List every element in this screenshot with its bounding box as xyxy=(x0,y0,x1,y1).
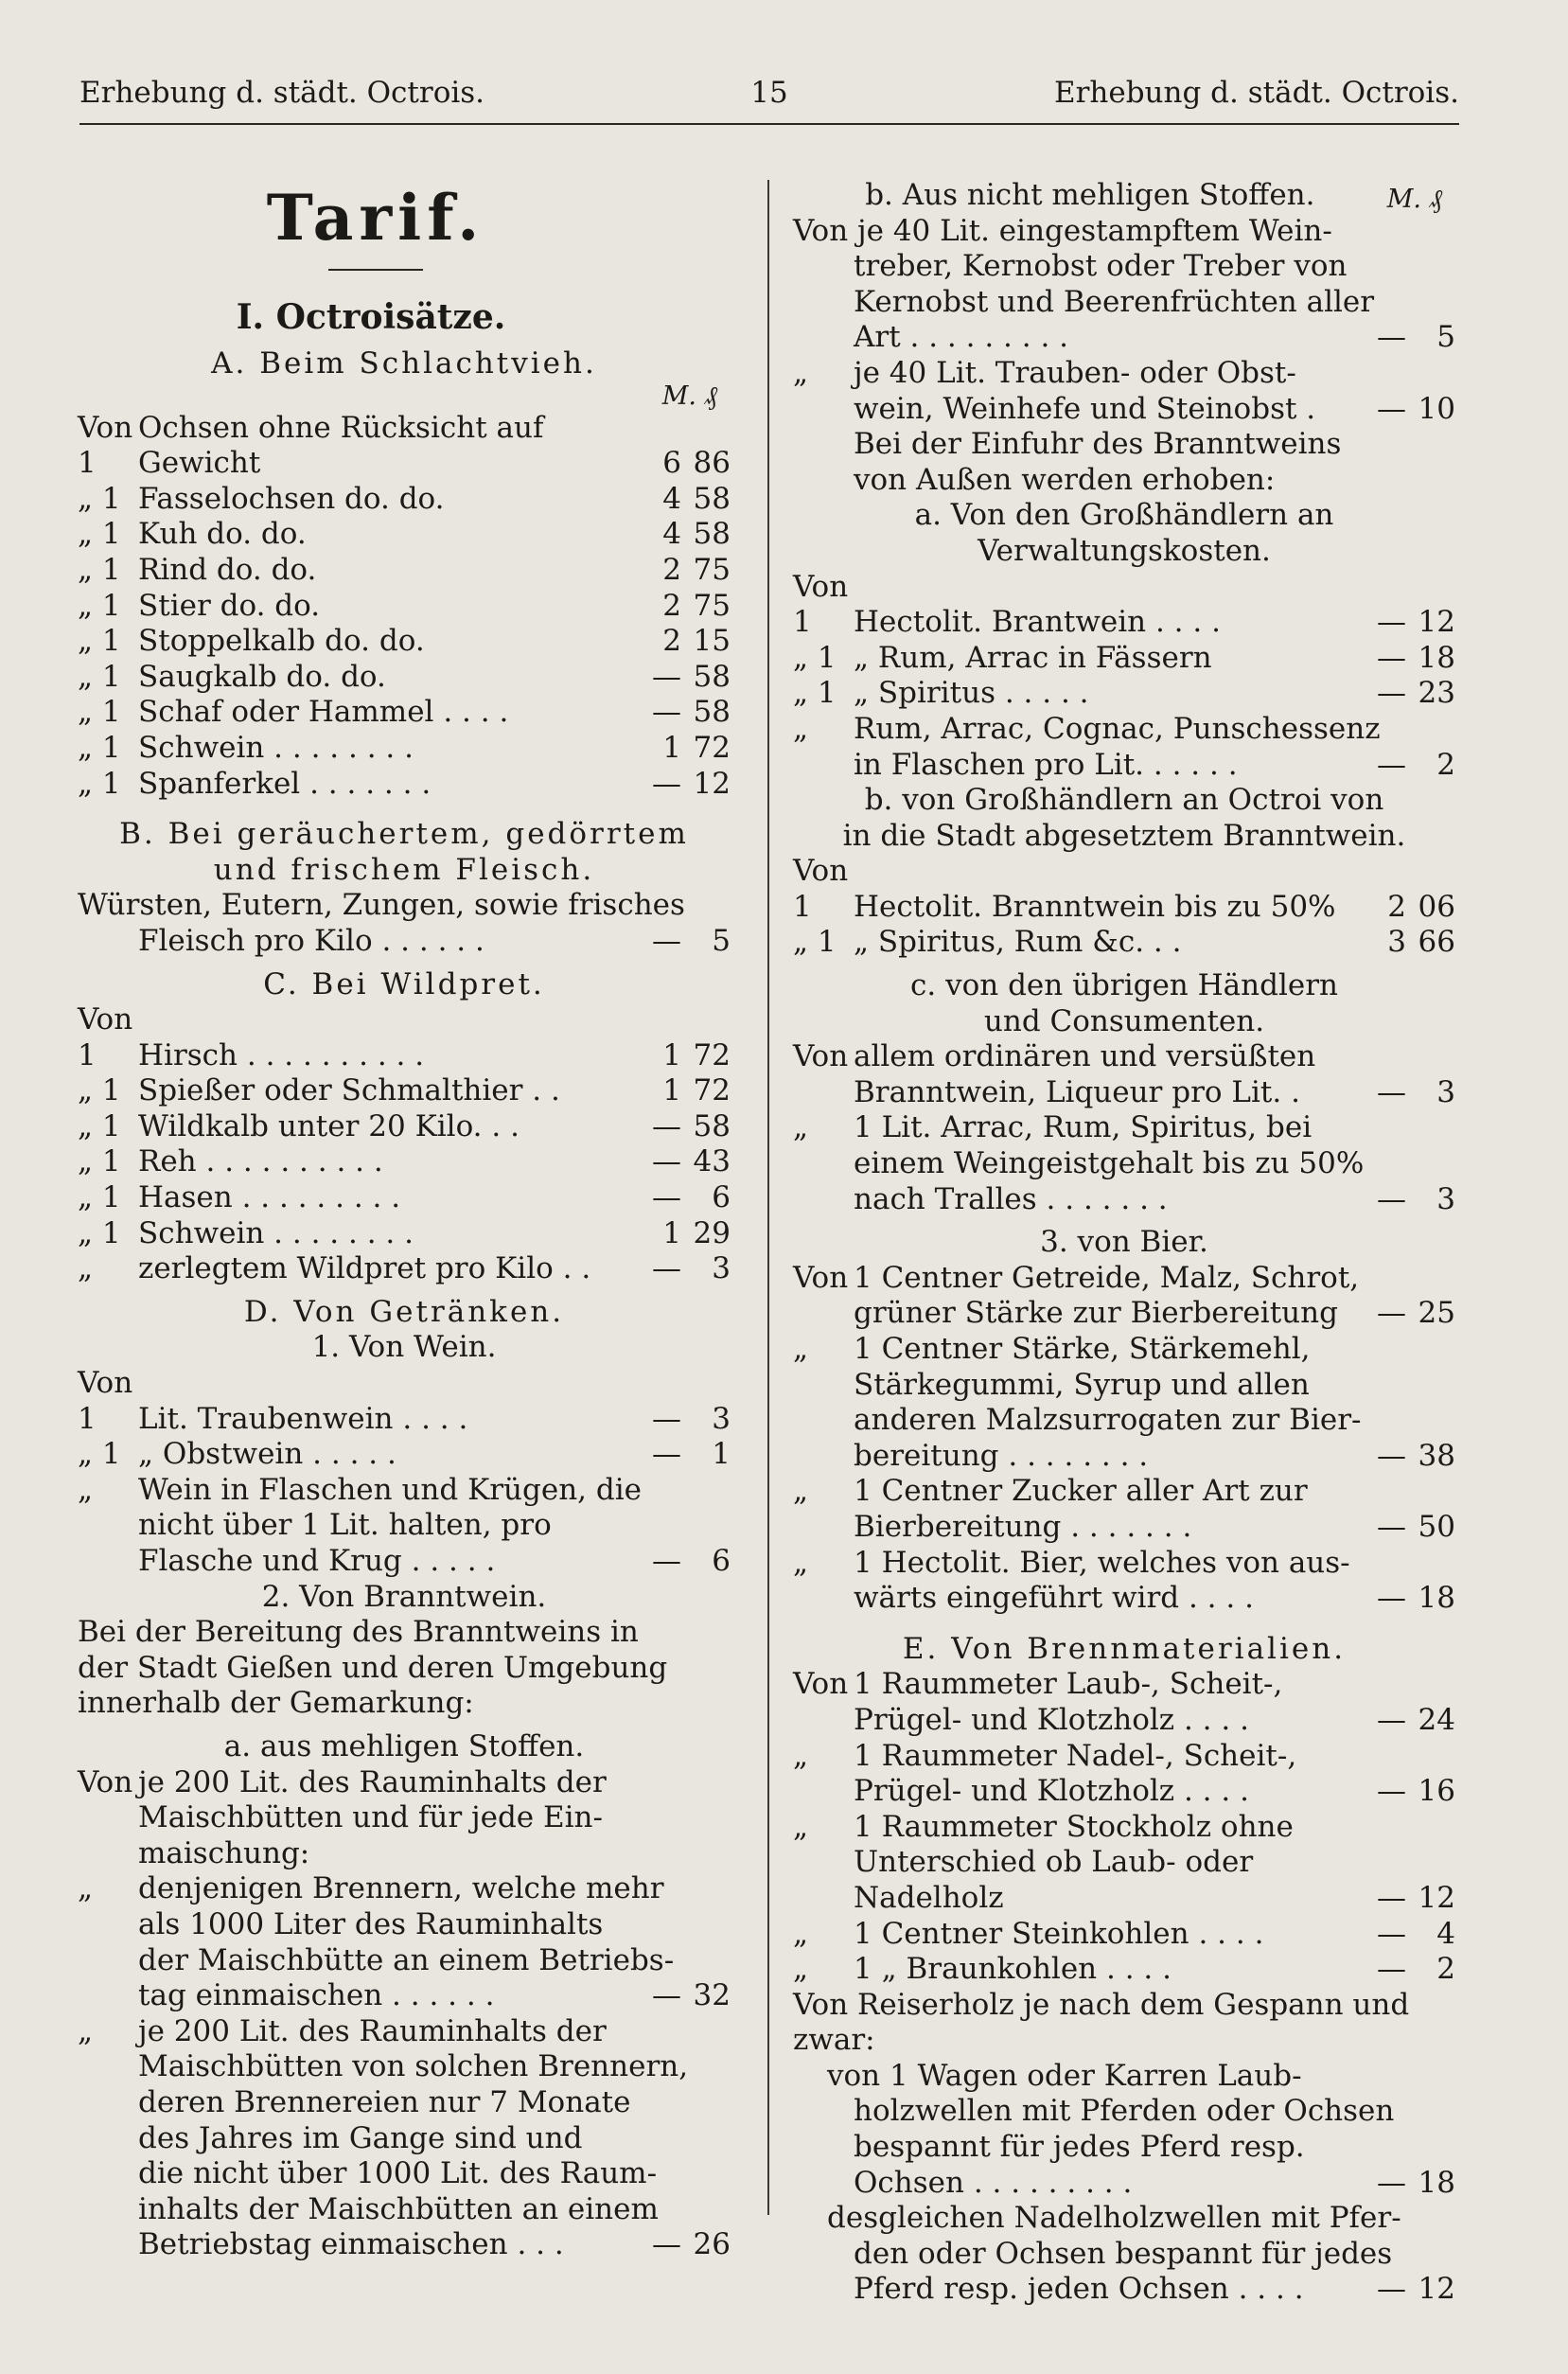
wein-list xyxy=(78,1366,731,1473)
section-a-list xyxy=(78,411,731,803)
haendler-entry-1: Von allem ordinären und versüßten Branntwein, Liqueur pro Lit. . — 3 xyxy=(793,1039,1455,1109)
reiserholz-entry-1: von 1 Wagen oder Karren Laub- holzwellen mit Pferden oder Ochsen bespannt für jedes Pferd resp. Ochsen . . . . . . . . . — 18 xyxy=(827,2058,1455,2200)
amount-mark: — xyxy=(1377,640,1406,675)
amount-pfennig: 43 xyxy=(693,1144,731,1179)
running-header xyxy=(79,72,1459,125)
tariff-row: „ 1 Rind do. do. 2 75 xyxy=(78,552,731,587)
bier-entry-2: „ 1 Centner Stärke, Stärkemehl, Stärkegummi, Syrup und allen anderen Malzsurrogaten zur Bier- bereitung . . . . . . . . — 38 xyxy=(793,1332,1455,1473)
tariff-row: „ 1 Spießer oder Schmalthier . . 1 72 xyxy=(78,1073,731,1108)
section-b-heading-line1: B. Bei geräuchertem, gedörrtem xyxy=(119,817,689,852)
amount-mark: — xyxy=(652,1401,681,1436)
amount-mark: — xyxy=(652,1251,681,1286)
amount-mark: 2 xyxy=(662,624,681,659)
mehlig-entry-2: „ denjenigen Brennern, welche mehr als 1000 Liter des Rauminhalts der Maischbütte an einem Betriebs- tag einmaischen . . . . . . — 32 xyxy=(78,1871,731,2013)
amount-pfennig: 72 xyxy=(693,1073,731,1108)
tariff-row: „ 1 Stier do. do. 2 75 xyxy=(78,588,731,623)
section-bier-heading: 3. von Bier. xyxy=(1040,1225,1208,1260)
amount-mark: 1 xyxy=(662,1037,681,1072)
tariff-row: Von 1 Hectolit. Branntwein bis zu 50% 2 06 xyxy=(793,854,1455,924)
amount-pfennig: 72 xyxy=(693,1037,731,1072)
section-b-heading-line2: und frischem Fleisch. xyxy=(213,852,595,887)
header-left: Erhebung d. städt. Octrois. xyxy=(79,76,485,110)
brenn-entry-3: „ 1 Raummeter Stockholz ohne Unterschied ob Laub- oder Nadelholz — 12 xyxy=(793,1809,1455,1915)
tariff-row: „ 1 Hasen . . . . . . . . . — 6 xyxy=(78,1180,731,1215)
amount-pfennig: 66 xyxy=(1418,925,1455,960)
section-b-octroi-l1: b. von Großhändlern an Octroi von xyxy=(864,783,1384,818)
nichtmehlig-entry-2: „ je 40 Lit. Trauben- oder Obst- wein, Weinhefe und Steinobst . — 10 xyxy=(793,355,1455,426)
amount-mark: — xyxy=(652,659,681,694)
branntwein-intro-3: innerhalb der Gemarkung: xyxy=(78,1686,474,1721)
amount-pfennig: 3 xyxy=(712,1251,731,1286)
amount-pfennig: 23 xyxy=(1418,676,1455,711)
subsection-wein: 1. Von Wein. xyxy=(311,1330,497,1365)
amount-pfennig: 3 xyxy=(712,1401,731,1436)
amount-mark: 1 xyxy=(662,1073,681,1108)
right-column xyxy=(793,178,1455,2308)
branntwein-intro-2: der Stadt Gießen und deren Umgebung xyxy=(78,1650,668,1685)
amount-pfennig: 6 xyxy=(712,1180,731,1215)
subsection-branntwein: 2. Von Branntwein. xyxy=(261,1579,547,1614)
section-c-list xyxy=(78,1002,731,1287)
amount-mark: 2 xyxy=(1387,889,1406,924)
amount-pfennig: 12 xyxy=(693,766,731,801)
amount-mark: 6 xyxy=(662,446,681,481)
tariff-row: „ 1 „ Spiritus, Rum &c. . . 3 66 xyxy=(793,925,1455,960)
mehlig-entry-3: „ je 200 Lit. des Rauminhalts der Maischbütten von solchen Brennern, deren Brennereien nur 7 Monate des Jahres im Gange sind und die nicht über 1000 Lit. des Raum- inhalts der Maischbütten an einem Betriebstag einmaischen . . . — 26 xyxy=(78,2013,731,2262)
section-a-grosshaendler-l1: a. Von den Großhändlern an xyxy=(914,498,1334,533)
section-b-text: Würsten, Eutern, Zungen, sowie frisches xyxy=(78,888,685,923)
mehlig-entry-1: Von je 200 Lit. des Rauminhalts der Maischbütten und für jede Ein- maischung: xyxy=(78,1764,607,1870)
amount-mark: 3 xyxy=(1387,925,1406,960)
amount-mark: 4 xyxy=(662,517,681,552)
subsection-mehlige-stoffe: a. aus mehligen Stoffen. xyxy=(223,1728,585,1763)
octroi-list xyxy=(793,854,1455,961)
tariff-row: „ 1 Schwein . . . . . . . . 1 72 xyxy=(78,730,731,765)
tariff-row: Von 1 Hectolit. Brantwein . . . . — 12 xyxy=(793,569,1455,640)
tariff-row: „ 1 Fasselochsen do. do. 4 58 xyxy=(78,481,731,516)
section-b-nichtmehlig-heading: b. Aus nicht mehligen Stoffen. M. ₰ xyxy=(793,178,1455,214)
grosshaendler-entry-4: „ Rum, Arrac, Cognac, Punschessenz in Flaschen pro Lit. . . . . . — 2 xyxy=(793,711,1455,782)
column-divider xyxy=(767,180,769,2215)
amount-pfennig: 58 xyxy=(693,695,731,730)
amount-mark: — xyxy=(652,1144,681,1179)
header-right: Erhebung d. städt. Octrois. xyxy=(1053,76,1459,110)
brenn-entry-1: Von 1 Raummeter Laub-, Scheit-, Prügel- und Klotzholz . . . . — 24 xyxy=(793,1667,1455,1737)
branntwein-intro-1: Bei der Bereitung des Branntweins in xyxy=(78,1615,639,1650)
amount-mark: — xyxy=(652,1180,681,1215)
tariff-row: „ 1 Reh . . . . . . . . . . — 43 xyxy=(78,1144,731,1179)
reiserholz-text: Von Reiserholz je nach dem Gespann und zwar: xyxy=(793,1987,1410,2058)
amount-mark: — xyxy=(1377,605,1406,640)
section-b-octroi-l2: in die Stadt abgesetztem Branntwein. xyxy=(842,818,1406,853)
amount-pfennig: 15 xyxy=(693,624,731,659)
amount-pfennig: 12 xyxy=(1418,605,1455,640)
grosshaendler-list xyxy=(793,570,1455,712)
page-title: Tarif. xyxy=(266,181,485,255)
amount-pfennig: 86 xyxy=(693,446,731,481)
title-rule xyxy=(328,269,423,271)
wein-flaschen-entry: „ Wein in Flaschen und Krügen, die nicht über 1 Lit. halten, pro Flasche und Krug . . . . . — 6 xyxy=(78,1472,731,1578)
amount-mark: — xyxy=(652,766,681,801)
chapter-heading: I. Octroisätze. xyxy=(236,297,506,337)
amount-pfennig: 75 xyxy=(693,552,731,587)
tariff-row: „ 1 Spanferkel . . . . . . . — 12 xyxy=(78,766,731,801)
tariff-row: „ 1 Stoppelkalb do. do. 2 15 xyxy=(78,624,731,659)
tariff-row: „ 1 Schwein . . . . . . . . 1 29 xyxy=(78,1215,731,1250)
amount-mark: — xyxy=(652,1108,681,1143)
amount-pfennig: 58 xyxy=(693,1108,731,1143)
tariff-row: „ zerlegtem Wildpret pro Kilo . . — 3 xyxy=(78,1251,731,1286)
amount-pfennig: 18 xyxy=(1418,640,1455,675)
section-d-heading: D. Von Getränken. xyxy=(243,1294,565,1329)
amount-mark: — xyxy=(1377,676,1406,711)
tariff-row: „ 1 „ Spiritus . . . . . — 23 xyxy=(793,676,1455,711)
section-c-haendler-l2: und Consumenten. xyxy=(983,1003,1265,1038)
tariff-row: „ 1 „ Obstwein . . . . . — 1 xyxy=(78,1437,731,1472)
amount-mark: 2 xyxy=(662,552,681,587)
tariff-row: „ 1 Saugkalb do. do. — 58 xyxy=(78,659,731,694)
tariff-row: „ 1 „ Rum, Arrac in Fässern — 18 xyxy=(793,640,1455,675)
amount-mark: 4 xyxy=(662,481,681,516)
amount-pfennig: 72 xyxy=(693,730,731,765)
brenn-entry-2: „ 1 Raummeter Nadel-, Scheit-, Prügel- und Klotzholz . . . . — 16 xyxy=(793,1738,1455,1809)
tariff-row: Von 1 Hirsch . . . . . . . . . . 1 72 xyxy=(78,1002,731,1072)
section-a-heading: A. Beim Schlachtvieh. xyxy=(211,346,597,381)
bier-entry-4: „ 1 Hectolit. Bier, welches von aus- wärts eingeführt wird . . . . — 18 xyxy=(793,1545,1455,1616)
section-e-heading: E. Von Brennmaterialien. xyxy=(902,1631,1347,1666)
amount-pfennig: 58 xyxy=(693,481,731,516)
section-c-haendler-l1: c. von den übrigen Händlern xyxy=(910,968,1338,1003)
amount-mark: — xyxy=(652,695,681,730)
einfuhr-note-2: von Außen werden erhoben: xyxy=(854,462,1276,497)
nichtmehlig-entry-1: Von je 40 Lit. eingestampftem Wein- treber, Kernobst oder Treber von Kernobst und Beerenfrüchten aller Art . . . . . . . . . — 5 xyxy=(793,213,1455,355)
haendler-entry-2: „ 1 Lit. Arrac, Rum, Spiritus, bei einem Weingeistgehalt bis zu 50% nach Tralles . . . . . . . — 3 xyxy=(793,1110,1455,1216)
amount-mark: 1 xyxy=(662,730,681,765)
section-c-heading: C. Bei Wildpret. xyxy=(263,966,545,1001)
amount-mark: — xyxy=(652,1437,681,1472)
amount-pfennig: 58 xyxy=(693,517,731,552)
tariff-row: Von 1 Ochsen ohne Rücksicht auf Gewicht 6 86 xyxy=(78,410,731,481)
amount-mark: 2 xyxy=(662,588,681,623)
brenn-entry-4: „ 1 Centner Steinkohlen . . . . — 4 xyxy=(793,1916,1455,1951)
left-column xyxy=(78,178,731,2263)
bier-entry-1: Von 1 Centner Getreide, Malz, Schrot, grüner Stärke zur Bierbereitung — 25 xyxy=(793,1260,1455,1331)
page-number: 15 xyxy=(750,76,788,110)
brenn-entry-5: „ 1 „ Braunkohlen . . . . — 2 xyxy=(793,1952,1455,1987)
amount-mark: 1 xyxy=(662,1215,681,1250)
tariff-row: „ 1 Schaf oder Hammel . . . . — 58 xyxy=(78,695,731,730)
tariff-row: „ 1 Kuh do. do. 4 58 xyxy=(78,517,731,552)
currency-unit-header: M. ₰ xyxy=(1386,184,1442,214)
section-a-grosshaendler-l2: Verwaltungskosten. xyxy=(978,533,1271,568)
tariff-row: Von 1 Lit. Traubenwein . . . . — 3 xyxy=(78,1366,731,1436)
amount-pfennig: 06 xyxy=(1418,889,1455,924)
amount-pfennig: 29 xyxy=(693,1215,731,1250)
amount-pfennig: 58 xyxy=(693,659,731,694)
currency-unit-header: M. ₰ xyxy=(661,381,717,411)
tariff-row: „ 1 Wildkalb unter 20 Kilo. . . — 58 xyxy=(78,1108,731,1143)
reiserholz-entry-2: desgleichen Nadelholzwellen mit Pfer- den oder Ochsen bespannt für jedes Pferd resp. jeden Ochsen . . . . — 12 xyxy=(827,2201,1455,2307)
bier-entry-3: „ 1 Centner Zucker aller Art zur Bierbereitung . . . . . . . — 50 xyxy=(793,1474,1455,1544)
einfuhr-note-1: Bei der Einfuhr des Branntweins xyxy=(854,427,1342,462)
amount-pfennig: 75 xyxy=(693,588,731,623)
amount-pfennig: 1 xyxy=(712,1437,731,1472)
section-b-entry: Fleisch pro Kilo . . . . . . — 5 xyxy=(138,923,731,958)
